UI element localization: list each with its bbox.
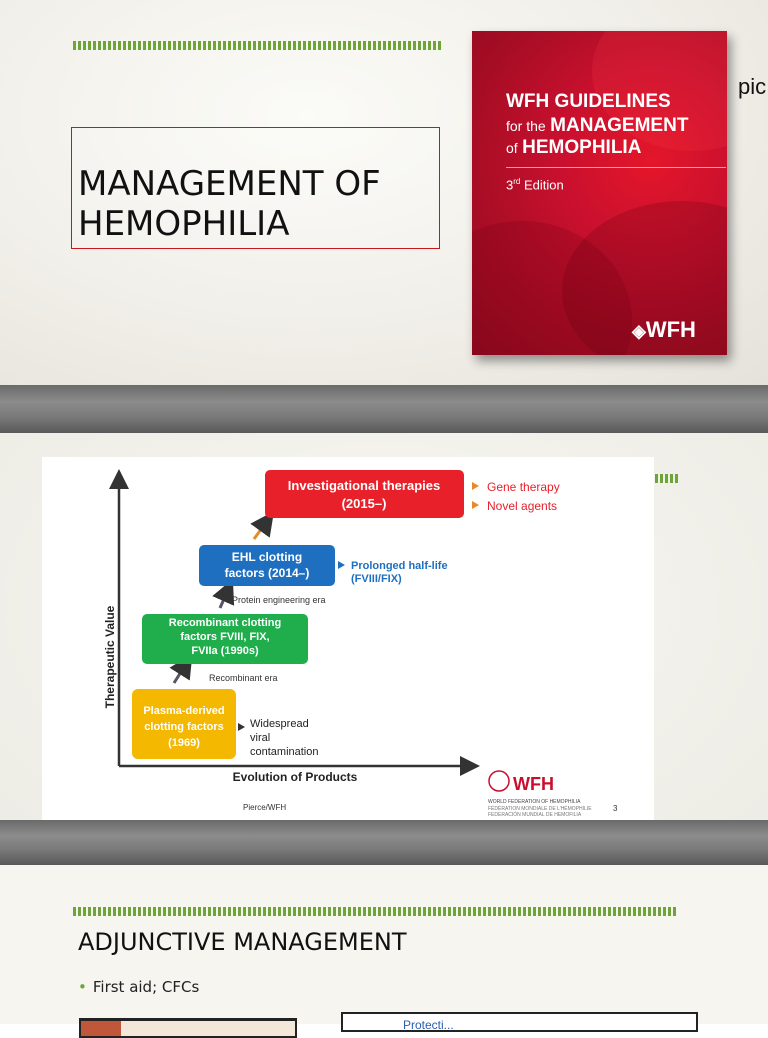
- image-thumbnail-2[interactable]: [341, 1012, 698, 1032]
- wfh-logo-icon: [489, 771, 509, 791]
- title-line-2: HEMOPHILIA: [78, 204, 290, 244]
- slide-separator: [0, 385, 768, 433]
- box4-pointer-2: [472, 501, 479, 509]
- box2-line1: Recombinant clotting: [168, 617, 282, 629]
- evolution-chart-image[interactable]: [42, 457, 654, 820]
- y-axis-label: Therapeutic Value: [103, 605, 117, 709]
- box4-line1: Investigational therapies: [287, 478, 441, 493]
- arrow-3: [254, 521, 267, 539]
- evolution-diagram: [42, 457, 654, 820]
- slide-heading: ADJUNCTIVE MANAGEMENT: [78, 928, 407, 956]
- accent-dash-line: [73, 907, 677, 916]
- bullet-text: First aid; CFCs: [92, 978, 200, 996]
- book-divider: [506, 167, 726, 168]
- page-number: 3: [613, 804, 618, 813]
- era-recombinant: Recombinant era: [209, 673, 278, 683]
- box3-note-1: Prolonged half-life: [351, 560, 448, 572]
- accent-dash-line: [73, 41, 441, 50]
- book-logo: ◈WFH: [632, 317, 696, 342]
- book-line-1: WFH GUIDELINES: [506, 91, 671, 112]
- drop-globe-icon: ◈: [632, 321, 646, 341]
- arrow-1: [174, 664, 186, 683]
- box1-line3: (1969): [168, 737, 200, 749]
- book-edition: 3rd Edition: [506, 177, 564, 193]
- box2-line2: factors FVIII, FIX,: [180, 631, 270, 643]
- footer-org-1: WORLD FEDERATION OF HEMOPHILIA: [488, 799, 581, 805]
- book-line-3: of HEMOPHILIA: [506, 137, 642, 158]
- arrow-2: [220, 590, 228, 608]
- footer-source: Pierce/WFH: [243, 803, 287, 812]
- box1-note-1: Widespread: [250, 718, 309, 730]
- footer-org-3: FEDERACIÓN MUNDIAL DE HEMOFILIA: [488, 812, 582, 818]
- title-line-1: MANAGEMENT OF: [78, 164, 381, 204]
- box1-line1: Plasma-derived: [143, 705, 225, 717]
- box4-pointer-1: [472, 482, 479, 490]
- box3-note-2: (FVIII/FIX): [351, 573, 402, 585]
- bullet-dot-icon: •: [78, 978, 87, 996]
- box1-line2: clotting factors: [144, 721, 224, 733]
- box1-pointer: [238, 723, 245, 731]
- slide-title: [78, 164, 381, 244]
- footer-org-2: FÉDÉRATION MONDIALE DE L’HÉMOPHILIE: [488, 806, 592, 812]
- book-line-2: for the MANAGEMENT: [506, 115, 689, 136]
- era-protein-engineering: Protein engineering era: [232, 595, 326, 605]
- slide-separator: [0, 820, 768, 865]
- box4-line2: (2015–): [341, 496, 387, 511]
- box3-pointer: [338, 561, 345, 569]
- box3-line2: factors (2014–): [224, 566, 310, 580]
- footer-logo: WFH: [513, 774, 554, 794]
- box1-note-2: viral: [250, 732, 271, 744]
- guidelines-book-cover[interactable]: [472, 31, 727, 355]
- bullet-item: [78, 978, 199, 996]
- box2-line3: FVIIa (1990s): [191, 645, 259, 657]
- box1-note-3: contamination: [250, 746, 319, 758]
- x-axis-label: Evolution of Products: [232, 770, 358, 784]
- slide-1: [0, 0, 768, 385]
- box4-note-2: Novel agents: [487, 499, 558, 513]
- box4-note-1: Gene therapy: [487, 480, 560, 494]
- box3-line1: EHL clotting: [231, 550, 303, 564]
- image-thumbnail-1[interactable]: [79, 1018, 297, 1038]
- cut-off-text: pic: [738, 74, 767, 99]
- thumbnail-2-text: Protecti...: [403, 1018, 454, 1032]
- title-textbox[interactable]: [71, 127, 440, 249]
